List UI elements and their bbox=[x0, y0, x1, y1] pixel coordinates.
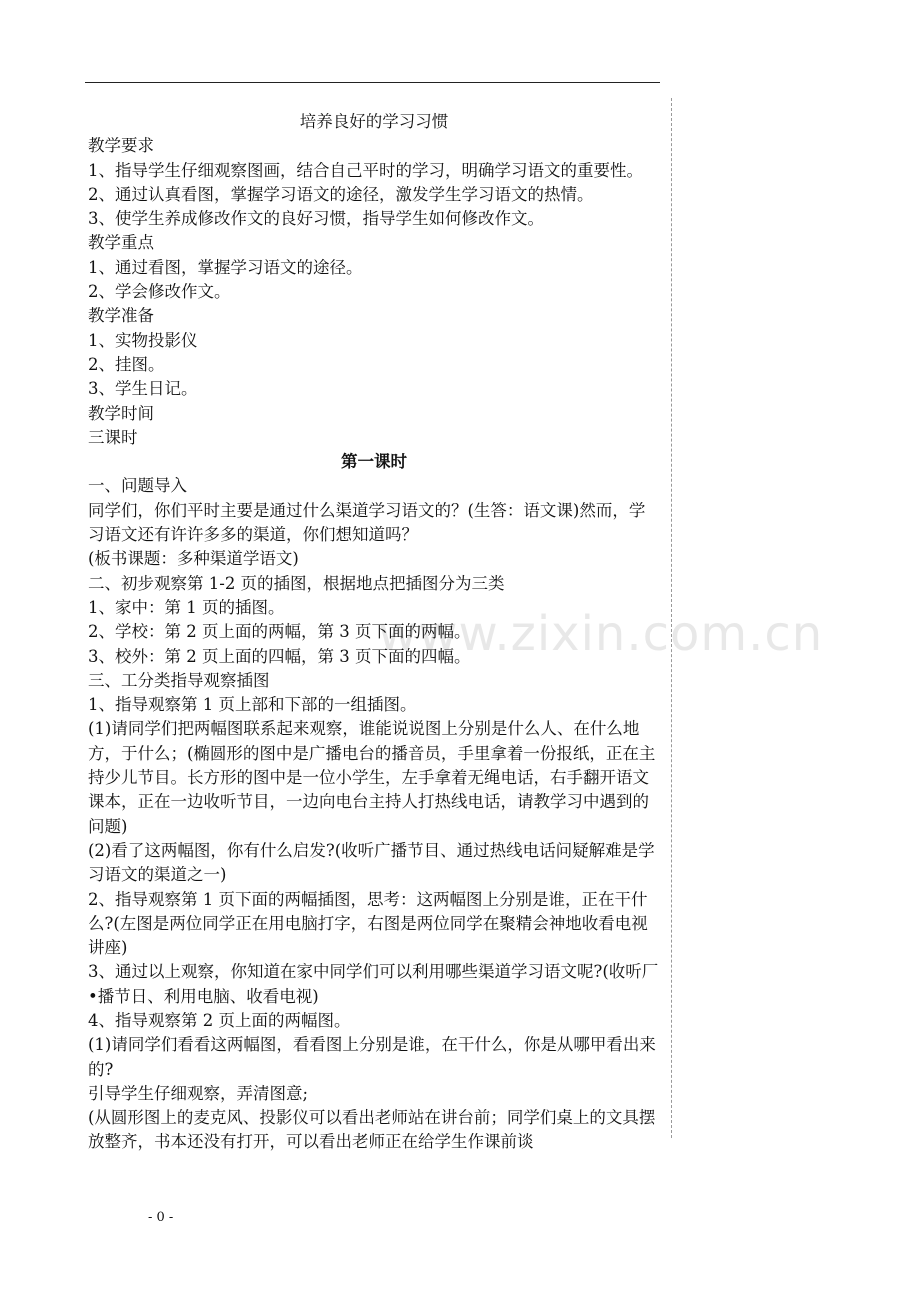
paragraph: 3、校外：第 2 页上面的四幅，第 3 页下面的四幅。 bbox=[88, 646, 471, 666]
document-body bbox=[88, 110, 660, 1155]
paragraph: (2)看了这两幅图，你有什么启发?(收听广播节目、通过热线电话问疑解难是学习语文的渠道之一) bbox=[88, 840, 655, 885]
paragraph: 1、通过看图，掌握学习语文的途径。 bbox=[88, 257, 363, 277]
paragraph: 2、挂图。 bbox=[88, 354, 165, 374]
paragraph: 一、问题导入 bbox=[88, 476, 187, 496]
top-rule bbox=[85, 82, 660, 83]
paragraph: 三课时 bbox=[88, 427, 138, 447]
paragraph: 4、指导观察第 2 页上面的两幅图。 bbox=[88, 1010, 351, 1030]
paragraph: 1、家中：第 1 页的插图。 bbox=[88, 597, 285, 617]
paragraph: (1)请同学们看看这两幅图，看看图上分别是谁，在干什么，你是从哪甲看出来的? bbox=[88, 1035, 656, 1079]
paragraph: (1)请同学们把两幅图联系起来观察，谁能说说图上分别是什么人、在什么地方，于什么；(椭圆形的图中是广播电台的播音员，手里拿着一份报纸，正在主持少儿节目。长方形的图中是一位小学生，左手拿着无绳电话，右手翻开语文课本，正在一边收听节目，一边向电台主持人打热线电话，请教学习中遇到的问题) bbox=[88, 719, 656, 836]
paragraph: 同学们，你们平时主要是通过什么渠道学习语文的？(生答：语文课)然而，学习语文还有许许多多的渠道，你们想知道吗？ bbox=[88, 500, 646, 545]
paragraph: 引导学生仔细观察，弄清图意; bbox=[88, 1083, 309, 1103]
paragraph: 3、学生日记。 bbox=[88, 379, 198, 399]
heading-requirements: 教学要求 bbox=[88, 136, 154, 156]
paragraph: (从圆形图上的麦克风、投影仪可以看出老师站在讲台前；同学们桌上的文具摆放整齐，书本还没有打开，可以看出老师正在给学生作课前谈 bbox=[88, 1108, 656, 1152]
paragraph: 2、指导观察第 1 页下面的两幅插图，思考：这两幅图上分别是谁，正在干什么?(左图是两位同学正在用电脑打字，右图是两位同学在聚精会神地收看电视讲座) bbox=[88, 889, 648, 958]
paragraph: (板书课题：多种渠道学语文) bbox=[88, 549, 299, 569]
heading-teaching-time: 教学时间 bbox=[88, 403, 154, 423]
paragraph: 二、初步观察第 1-2 页的插图，根据地点把插图分为三类 bbox=[88, 573, 505, 593]
paragraph: 3、通过以上观察，你知道在家中同学们可以利用哪些渠道学习语文呢?(收听厂•播节日、利用电脑、收看电视) bbox=[88, 962, 659, 1006]
paragraph: 3、使学生养成修改作文的良好习惯，指导学生如何修改作文。 bbox=[88, 209, 544, 229]
document-title: 培养良好的学习习惯 bbox=[299, 112, 449, 131]
section-title: 第一课时 bbox=[341, 452, 407, 472]
paragraph: 2、学校：第 2 页上面的两幅，第 3 页下面的两幅。 bbox=[88, 622, 471, 642]
paragraph: 1、指导学生仔细观察图画，结合自己平时的学习，明确学习语文的重要性。 bbox=[88, 160, 643, 180]
paragraph: 1、指导观察第 1 页上部和下部的一组插图。 bbox=[88, 695, 417, 715]
paragraph: 2、通过认真看图，掌握学习语文的途径，激发学生学习语文的热情。 bbox=[88, 184, 594, 204]
heading-key-points: 教学重点 bbox=[88, 233, 154, 253]
paragraph: 三、工分类指导观察插图 bbox=[88, 670, 270, 690]
page-number: - 0 - bbox=[148, 1210, 174, 1225]
watermark-text: www.zixin.com.cn bbox=[378, 606, 824, 662]
paragraph: 2、学会修改作文。 bbox=[88, 282, 231, 302]
heading-preparation: 教学准备 bbox=[88, 306, 154, 326]
paragraph: 1、实物投影仪 bbox=[88, 330, 198, 350]
